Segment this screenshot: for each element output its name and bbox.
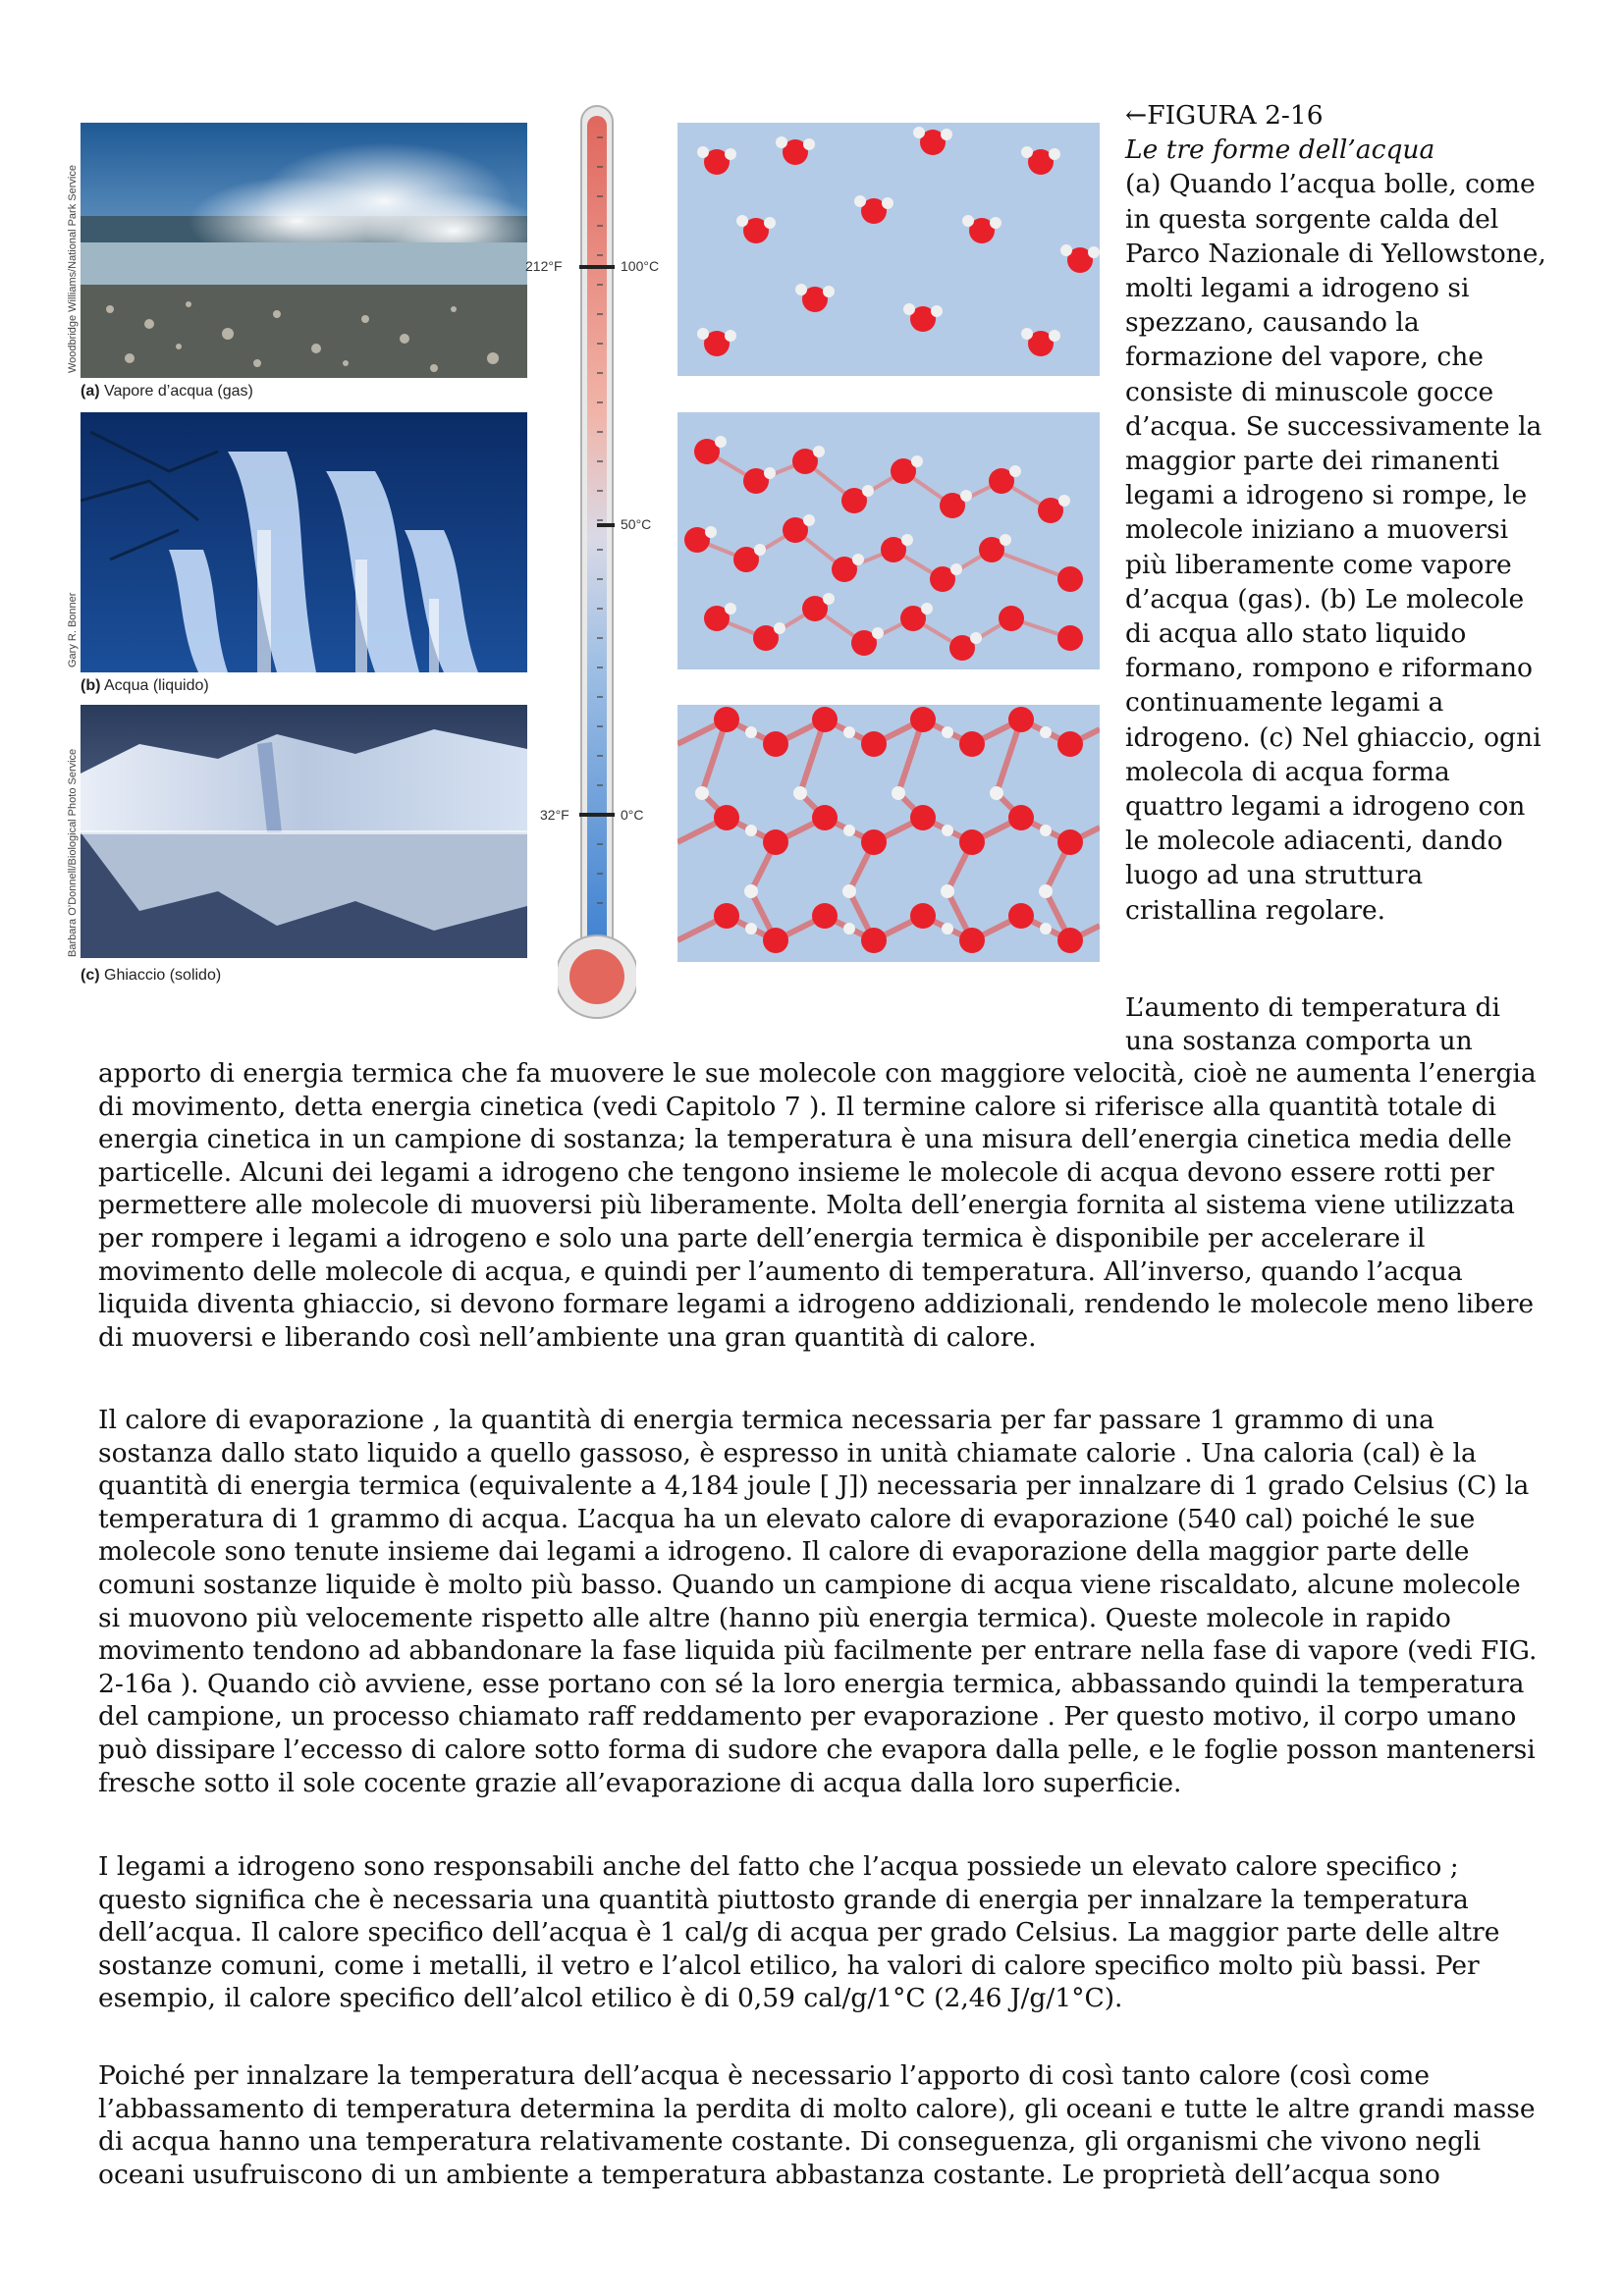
figure-caption [1125, 98, 1547, 928]
photo-label-letter: (c) [81, 967, 100, 984]
photo-steam [81, 123, 527, 378]
photo-waterfall [81, 412, 527, 672]
paragraph-text: Il calore di evaporazione , la quantità di energia termica necessaria per far passare 1 grammo di una sostanza dallo stato liquido a quello gassoso, è espresso in unità chiamate calorie . Una caloria (cal) è la quantità di energia termica (equivalente a 4,184 joule [ J]) necessaria per innalzare di 1 grado Celsius (C) la temperatura di 1 grammo di acqua. L’acqua ha un elevato calore di evaporazione (540 cal) poiché le sue molecole sono tenute insieme dai legami a idrogeno. Il calore di evaporazione della maggior parte delle comuni sostanze liquide è molto più basso. Quando un campione di acqua viene riscaldato, alcune molecole si muovono più velocemente rispetto alle altre (hanno più energia termica). Queste molecole in rapido movimento tendono ad abbandonare la fase liquida più facilmente per entrare nella fase di vapore (vedi FIG. 2-16a ). Quando ciò avviene, esse portano con sé la loro energia termica, abbassando quindi la temperatura del campione, un processo chiamato raff reddamento per evaporazione . Per questo motivo, il corpo umano può dissipare l’eccesso di calore sotto forma di sudore che evapora dalla pelle, e le foglie posson mantenersi fresche sotto il sole cocente grazie all’evaporazione di acqua dalla loro superficie. [98, 1405, 1538, 1798]
photo-label-text: Acqua (liquido) [104, 677, 209, 694]
photo-label-letter: (a) [81, 383, 100, 400]
thermometer-mark-label: 100°C [621, 258, 660, 274]
paragraph-text: I legami a idrogeno sono responsabili anche del fatto che l’acqua possiede un elevato calore specifico ; questo significa che è necessaria una quantità piuttosto grande di energia per innalzare la temperatura dell’acqua. Il calore specifico dell’acqua è 1 cal/g di acqua per grado Celsius. La maggior parte delle altre sostanze comuni, come i metalli, il vetro e l’alcol etilico, ha valori di calore specifico molto più bassi. Per esempio, il calore specifico dell’alcol etilico è di 0,59 cal/g/1°C (2,46 J/g/1°C). [98, 1851, 1500, 2014]
thermometer-mark-label: 0°C [621, 807, 644, 823]
thermometer [558, 98, 636, 1031]
figure-caption-text: (a) Quando l’acqua bolle, come in questa sorgente calda del Parco Nazionale di Yellowstone, molti legami a idrogeno si spezzano, causando la formazione del vapore, che consiste di minuscole gocce d’acqua. Se successivamente la maggior parte dei rimanenti legami a idrogeno si rompe, le molecole iniziano a muoversi più liberamente come vapore d’acqua (gas). (b) Le molecole di acqua allo stato liquido formano, rompono e riformano continuamente legami a idrogeno. (c) Nel ghiaccio, ogni molecola di acqua forma quattro legami a idrogeno con le molecole adiacenti, dando luogo ad una struttura cristallina regolare. [1125, 169, 1546, 926]
photo-label [81, 677, 209, 695]
photo-label-text: Vapore d’acqua (gas) [104, 383, 253, 400]
photo-label-letter: (b) [81, 677, 101, 694]
figure-title: Le tre forme dell’acqua [1125, 134, 1435, 166]
figure-number: ←FIGURA 2-16 [1125, 100, 1324, 131]
thermometer-mark-label: 212°F [525, 258, 563, 274]
body-paragraph [98, 1404, 1546, 1799]
photo-credit: Woodbridge Williams/National Park Service [67, 165, 79, 373]
liquid-molecules-panel [677, 412, 1100, 669]
thermometer-mark-label: 32°F [540, 807, 569, 823]
thermometer-mark-label: 50°C [621, 516, 652, 532]
lead-text: L’aumento di temperatura di una sostanza comporta un [1125, 992, 1500, 1056]
ice-molecules-panel [677, 705, 1100, 962]
photo-ice [81, 705, 527, 958]
body-paragraph [98, 2059, 1546, 2191]
photo-credit: Barbara O’Donnell/Biological Photo Service [67, 748, 79, 957]
paragraph-text: apporto di energia termica che fa muovere le sue molecole con maggiore velocità, cioè ne aumenta l’energia di movimento, detta energia cinetica (vedi Capitolo 7 ). Il termine calore si riferisce alla quantità totale di energia cinetica in un campione di sostanza; la temperatura è una misura dell’energia cinetica media delle particelle. Alcuni dei legami a idrogeno che tengono insieme le molecole di acqua devono essere rotti per permettere alle molecole di muoversi più liberamente. Molta dell’energia fornita al sistema viene utilizzata per rompere i legami a idrogeno e solo una parte dell’energia termica è disponibile per accelerare il movimento delle molecole di acqua, e quindi per l’aumento di temperatura. All’inverso, quando l’acqua liquida diventa ghiaccio, si devono formare legami a idrogeno addizionali, rendendo le molecole meno libere di muoversi e liberando così nell’ambiente una gran quantità di calore. [98, 1058, 1537, 1353]
photo-label [81, 383, 253, 400]
body-paragraph [98, 1057, 1546, 1354]
photo-label [81, 967, 221, 985]
photo-credit: Gary R. Bonner [67, 592, 79, 667]
body-paragraph [98, 1850, 1546, 2015]
gas-molecules-panel [677, 123, 1100, 376]
paragraph-text: Poiché per innalzare la temperatura dell’acqua è necessario l’apporto di così tanto calore (così come l’abbassamento di temperatura determina la perdita di molto calore), gli oceani e tutte le altre grandi masse di acqua hanno una temperatura relativamente costante. Di conseguenza, gli organismi che vivono negli oceani usufruiscono di un ambiente a temperatura abbastanza costante. Le proprietà dell’acqua sono [98, 2060, 1536, 2190]
photo-label-text: Ghiaccio (solido) [104, 967, 222, 984]
